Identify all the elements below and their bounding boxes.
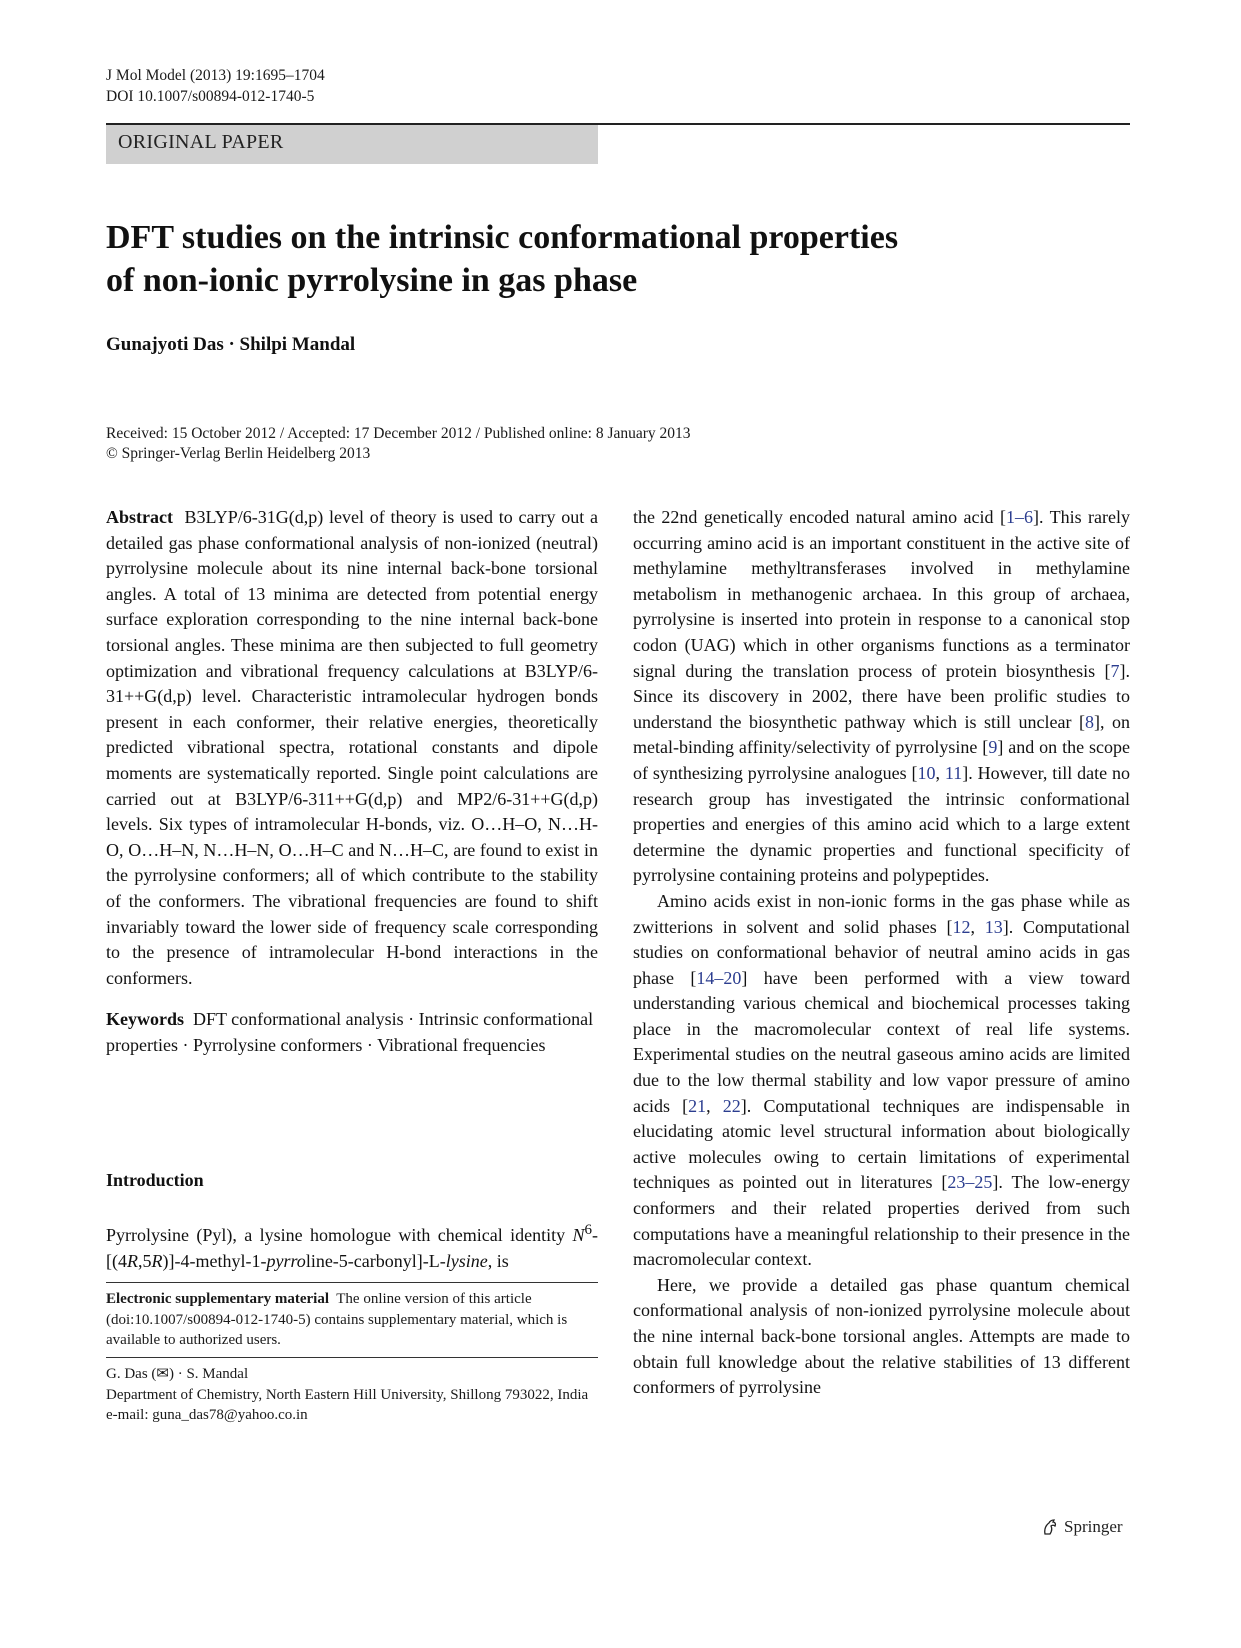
- author-email[interactable]: e-mail: guna_das78@yahoo.co.in: [106, 1407, 308, 1423]
- body-text: ]. Computational studies on conformational behavior of neutral amino acids in gas phase [: [633, 916, 1131, 988]
- citation-link[interactable]: 22: [722, 1095, 741, 1116]
- citation-link[interactable]: 1–6: [1005, 507, 1033, 527]
- author-footnote: [106, 1364, 598, 1426]
- citation-link[interactable]: 13: [984, 916, 1003, 937]
- body-text: ]. This rarely occurring amino acid is an important constituent in the active site of methylamine methyltransferases involved in methylamine metabolism in methanogenic archaea. In this group of archaea, pyrrolysine is inserted into protein in response to a canonical stop codon (UAG) which in other organisms functions as a terminator signal during the translation process of protein biosynthesis [: [633, 507, 1131, 681]
- body-text: ], on metal-binding affinity/selectivity of pyrrolysine [: [633, 711, 1130, 758]
- left-column: [106, 505, 598, 1058]
- citation-link[interactable]: 11: [944, 762, 963, 783]
- paper-title: [106, 216, 1086, 302]
- title-line-2: of non-ionic pyrrolysine in gas phase: [106, 262, 638, 299]
- springer-horse-icon: [1040, 1517, 1060, 1537]
- abstract: [106, 505, 598, 991]
- intro-text: , is: [487, 1250, 509, 1271]
- intro-italic-n: N: [572, 1225, 585, 1245]
- intro-italic-lysine: lysine: [445, 1250, 488, 1271]
- right-column: [633, 505, 1130, 1401]
- here-we-provide-paragraph: Here, we provide a detailed gas phase quantum chemical conformational analysis of non-ionized pyrrolysine molecule about the nine internal back-bone torsional angles. Attempts are made to obtain full knowledge about the relative stabilities of 13 different conformers of pyrrolysine: [633, 1274, 1130, 1398]
- esm-label: Electronic supplementary material: [106, 1291, 330, 1307]
- body-text: Amino acids exist in non-ionic forms in the gas phase while as zwitterions in solvent and solid phases [: [633, 890, 1130, 937]
- paper-type-label: ORIGINAL PAPER: [106, 125, 598, 164]
- body-text: ,: [935, 762, 945, 783]
- body-text: ] have been performed with a view toward understanding various chemical and biochemical processes taking place in the macromolecular context of real life systems. Experimental studies on the neutral gaseous amino acids are limited due to the low thermal stability and low vapor pressure of amino acids [: [633, 967, 1130, 1116]
- citation-link[interactable]: 21: [688, 1095, 707, 1116]
- keywords-text: DFT conformational analysis · Intrinsic conformational properties · Pyrrolysine conformers · Vibrational frequencies: [106, 1009, 594, 1055]
- citation-link[interactable]: 8: [1084, 711, 1094, 732]
- body-text: ,: [970, 916, 985, 937]
- amino-acids-paragraph: [633, 889, 1130, 1273]
- publisher-name: Springer: [1064, 1517, 1123, 1536]
- keywords: [106, 1007, 598, 1058]
- footnote-rule-2: [106, 1357, 598, 1358]
- citation-link[interactable]: 10: [917, 762, 936, 783]
- citation-link[interactable]: 23–25: [947, 1172, 993, 1193]
- body-text: ]. However, till date no research group has investigated the intrinsic conformational properties and energies of this amino acid which to a large extent determine the dynamic properties and functional specificity of pyrrolysine containing proteins and polypeptides.: [633, 762, 1131, 886]
- intro-continued-paragraph: [633, 505, 1130, 889]
- intro-text: line-5-carbonyl]-L-: [305, 1250, 446, 1271]
- esm-text: The online version of this article (doi:10.1007/s00894-012-1740-5) contains supplementary material, which is available to authorized users.: [106, 1291, 568, 1348]
- footnote-rule: [106, 1282, 598, 1283]
- body-text: ]. Since its discovery in 2002, there have been prolific studies to understand the biosynthetic pathway which is still unclear [: [633, 660, 1130, 732]
- body-text: ]. The low-energy conformers and their related properties derived from such computations have a meaningful relationship to their presence in the macromolecular context.: [633, 1172, 1131, 1270]
- springer-logo: [1040, 1517, 1123, 1537]
- abstract-label: Abstract: [106, 507, 173, 527]
- doi: DOI 10.1007/s00894-012-1740-5: [106, 88, 315, 105]
- body-text: ,: [706, 1095, 723, 1116]
- history-dates: Received: 15 October 2012 / Accepted: 17 December 2012 / Published online: 8 January 2013: [106, 425, 691, 442]
- introduction-heading: Introduction: [106, 1170, 204, 1190]
- intro-text: ,5: [138, 1250, 152, 1271]
- esm-footnote: [106, 1289, 598, 1351]
- introduction-paragraph: [106, 1218, 598, 1274]
- intro-superscript: 6: [584, 1222, 592, 1238]
- body-text: the 22nd genetically encoded natural amino acid [: [633, 507, 1006, 527]
- author-affiliation: Department of Chemistry, North Eastern Hill University, Shillong 793022, India: [106, 1386, 589, 1403]
- keywords-label: Keywords: [106, 1009, 184, 1030]
- abstract-text: B3LYP/6-31G(d,p) level of theory is used to carry out a detailed gas phase conformational analysis of non-ionized (neutral) pyrrolysine molecule about its nine internal back-bone torsional angles. A total of 13 minima are detected from potential energy surface exploration corresponding to the nine internal back-bone torsional angles. These minima are then subjected to full geometry optimization and vibrational frequency calculations at B3LYP/6-31++G(d,p) level. Characteristic intramolecular hydrogen bonds present in each conformer, their relative energies, theoretically predicted vibrational spectra, rotational constants and dipole moments are systematically reported. Single point calculations are carried out at B3LYP/6-311++G(d,p) and MP2/6-31++G(d,p) levels. Six types of intramolecular H-bonds, viz. O…H–O, N…H-O, O…H–N, N…H–N, O…H–C and N…H–C, are found to exist in the pyrrolysine conformers; all of which contribute to the stability of the conformers. The vibrational frequencies are found to shift invariably toward the lower side of frequency scale corresponding to the presence of intramolecular H-bond interactions in the conformers.: [106, 507, 599, 988]
- citation-link[interactable]: 12: [952, 916, 971, 937]
- intro-italic-r: R: [127, 1250, 138, 1271]
- intro-text: Pyrrolysine (Pyl), a lysine homologue with chemical identity: [106, 1225, 573, 1245]
- publication-dates: [106, 424, 691, 464]
- authors: Gunajyoti Das · Shilpi Mandal: [106, 334, 356, 355]
- journal-citation: J Mol Model (2013) 19:1695–1704: [106, 67, 325, 84]
- citation-link[interactable]: 14–20: [696, 967, 742, 988]
- intro-text: )]-4-methyl-1-: [162, 1250, 267, 1271]
- citation-link[interactable]: 9: [988, 737, 998, 758]
- intro-text: -[(4: [106, 1225, 598, 1271]
- title-line-1: DFT studies on the intrinsic conformational properties: [106, 219, 899, 256]
- citation-link[interactable]: 7: [1110, 660, 1120, 681]
- intro-italic-pyrro: pyrro: [266, 1250, 306, 1271]
- author-contact: G. Das (✉) · S. Mandal: [106, 1366, 249, 1382]
- body-text: ]. Computational techniques are indispensable in elucidating atomic level structural information about biologically active molecules owing to certain limitations of experimental techniques as pointed out in literatures [: [633, 1095, 1130, 1193]
- copyright-line: © Springer-Verlag Berlin Heidelberg 2013: [106, 445, 371, 462]
- intro-italic-r: R: [151, 1250, 163, 1271]
- body-text: ] and on the scope of synthesizing pyrrolysine analogues [: [633, 737, 1130, 783]
